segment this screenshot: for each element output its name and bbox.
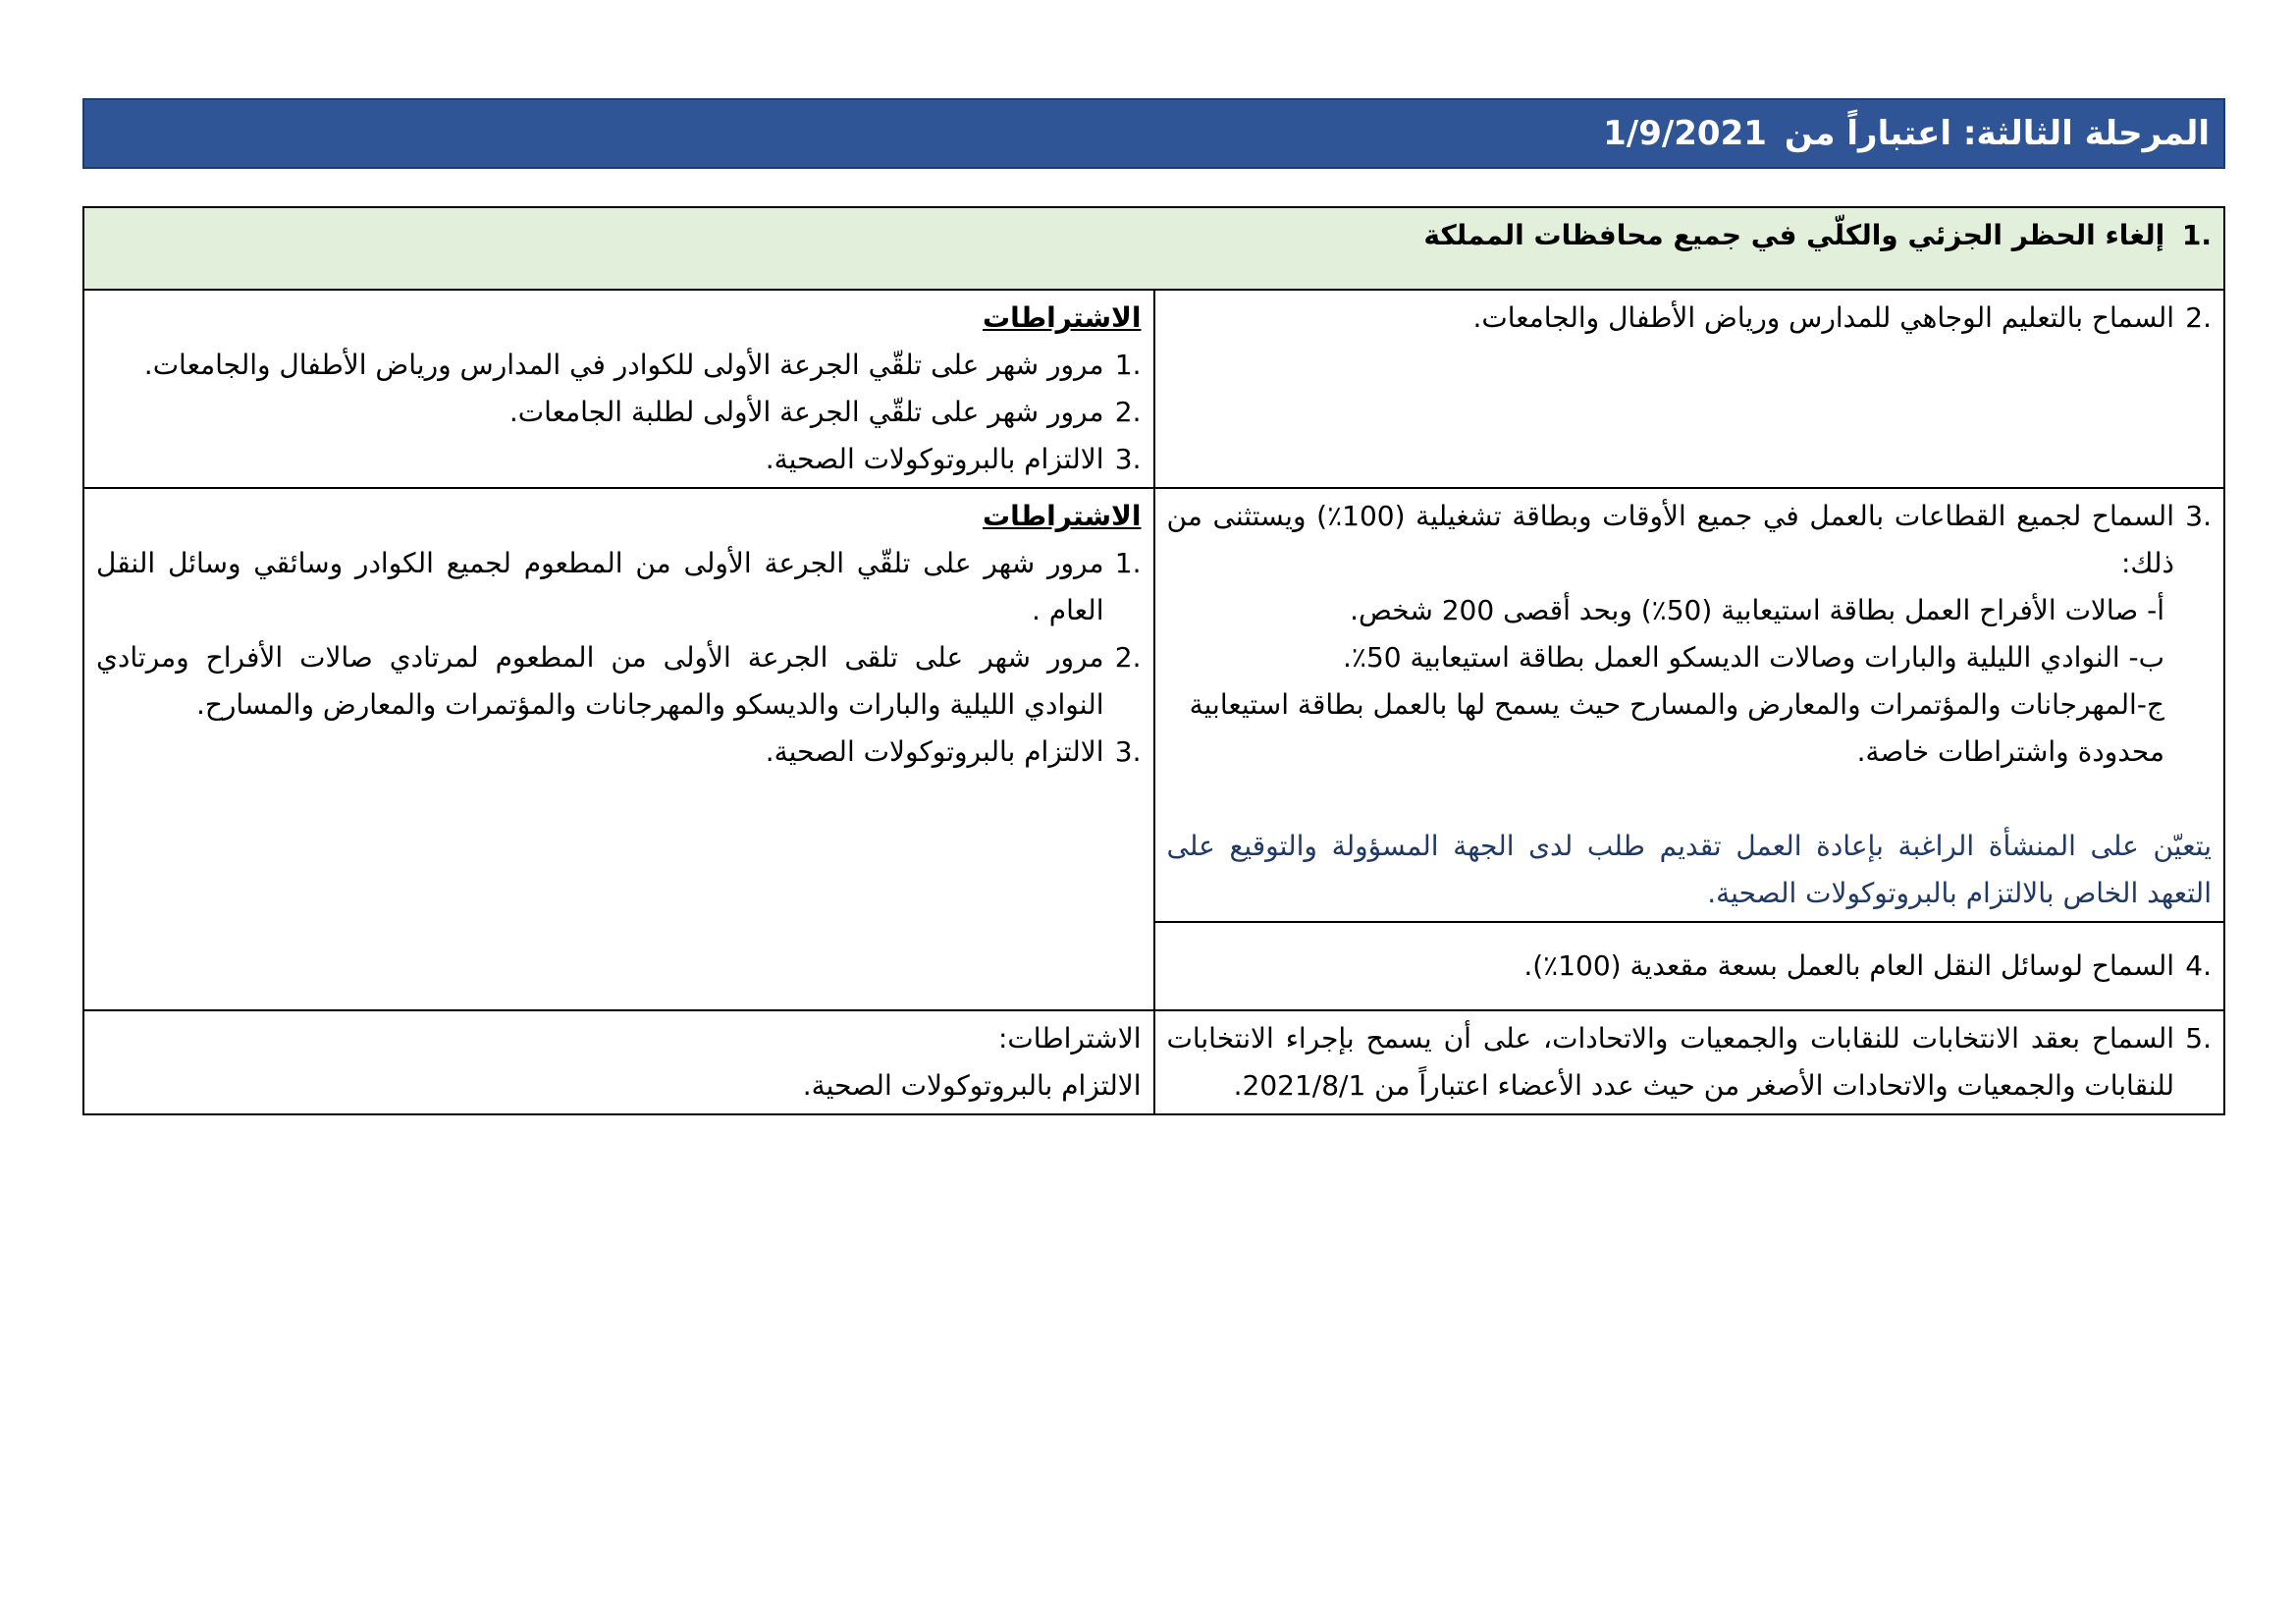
phase-title: المرحلة الثالثة: اعتباراً من [1784, 114, 2210, 153]
item-number: .5 [2185, 1022, 2212, 1055]
item-text: الالتزام بالبروتوكولات الصحية. [765, 443, 1104, 475]
conditions-5-cell [83, 1010, 1154, 1114]
item-text: الالتزام بالبروتوكولات الصحية. [765, 735, 1104, 768]
establishment-note: يتعيّن على المنشأة الراغبة بإعادة العمل تقديم طلب لدى الجهة المسؤولة والتوقيع على التعهد الخاص بالالتزام بالبروتوكولات الصحية. [1166, 830, 2212, 909]
item-number: .2 [2185, 301, 2212, 334]
exception-item: ب- النوادي الليلية والبارات وصالات الديسكو العمل بطاقة استيعابية 50٪. [1343, 641, 2164, 674]
list-item [96, 389, 1142, 436]
item-text: السماح لجميع القطاعات بالعمل في جميع الأوقات وبطاقة تشغيلية (100٪) ويستثنى من ذلك: [1166, 500, 2174, 579]
table-row [83, 488, 2224, 922]
list-item [96, 540, 1142, 634]
measure-5-cell [1154, 1010, 2225, 1114]
measure-1-cell [83, 207, 2224, 290]
exception-item: أ- صالات الأفراح العمل بطاقة استيعابية (50٪) وبحد أقصى 200 شخص. [1350, 594, 2164, 626]
table-row [83, 1010, 2224, 1114]
item-number: .3 [1114, 735, 1142, 768]
table-row [83, 290, 2224, 488]
item-text: إلغاء الحظر الجزئي والكلّي في جميع محافظات المملكة [1423, 219, 2165, 251]
item-number: .1 [1114, 547, 1142, 579]
item-number: .1 [1114, 349, 1142, 381]
item-text: السماح بعقد الانتخابات للنقابات والجمعيات والاتحادات، على أن يسمح بإجراء الانتخابات للنقابات والجمعيات والاتحادات الأصغر من حيث عدد الأعضاء اعتباراً من 2021/8/1. [1166, 1022, 2174, 1102]
conditions-title: الاشتراطات [983, 500, 1142, 532]
phase-header [82, 98, 2225, 169]
list-item [96, 729, 1142, 776]
phase-date: 1/9/2021 [1603, 114, 1767, 153]
measure-2-cell [1154, 290, 2225, 488]
item-number: .4 [2185, 949, 2212, 982]
item-text: مرور شهر على تلقّي الجرعة الأولى للكوادر في المدارس ورياض الأطفال والجامعات. [143, 349, 1104, 381]
measure-4-cell [1154, 922, 2225, 1010]
item-text: السماح بالتعليم الوجاهي للمدارس ورياض الأطفال والجامعات. [1472, 301, 2174, 334]
exception-item: ج-المهرجانات والمؤتمرات والمعارض والمسارح حيث يسمح لها بالعمل بطاقة استيعابية محدودة واشتراطات خاصة. [1189, 688, 2164, 768]
item-number: .2 [1114, 396, 1142, 428]
list-item [96, 342, 1142, 389]
conditions-title: الاشتراطات [983, 301, 1142, 334]
condition-text: الالتزام بالبروتوكولات الصحية. [802, 1069, 1142, 1102]
item-text: مرور شهر على تلقى الجرعة الأولى من المطعوم لمرتادي صالات الأفراح ومرتادي النوادي الليلية والبارات والديسكو والمهرجانات والمؤتمرات والمعارض والمسارح. [96, 641, 1104, 721]
table-row [83, 207, 2224, 290]
list-item [96, 634, 1142, 729]
measure-3-cell [1154, 488, 2225, 922]
item-text: مرور شهر على تلقّي الجرعة الأولى لطلبة الجامعات. [508, 396, 1104, 428]
list-item [96, 436, 1142, 483]
item-text: السماح لوسائل النقل العام بالعمل بسعة مقعدية (100٪). [1523, 949, 2174, 982]
item-number: .1 [2181, 219, 2212, 251]
conditions-2-cell [83, 290, 1154, 488]
measures-table [82, 206, 2225, 1115]
item-number: .3 [2185, 500, 2212, 532]
conditions-3-cell [83, 488, 1154, 1010]
item-text: مرور شهر على تلقّي الجرعة الأولى من المطعوم لجميع الكوادر وسائقي وسائل النقل العام . [96, 547, 1104, 626]
item-number: .3 [1114, 443, 1142, 475]
conditions-title: الاشتراطات: [998, 1022, 1142, 1055]
item-number: .2 [1114, 641, 1142, 674]
